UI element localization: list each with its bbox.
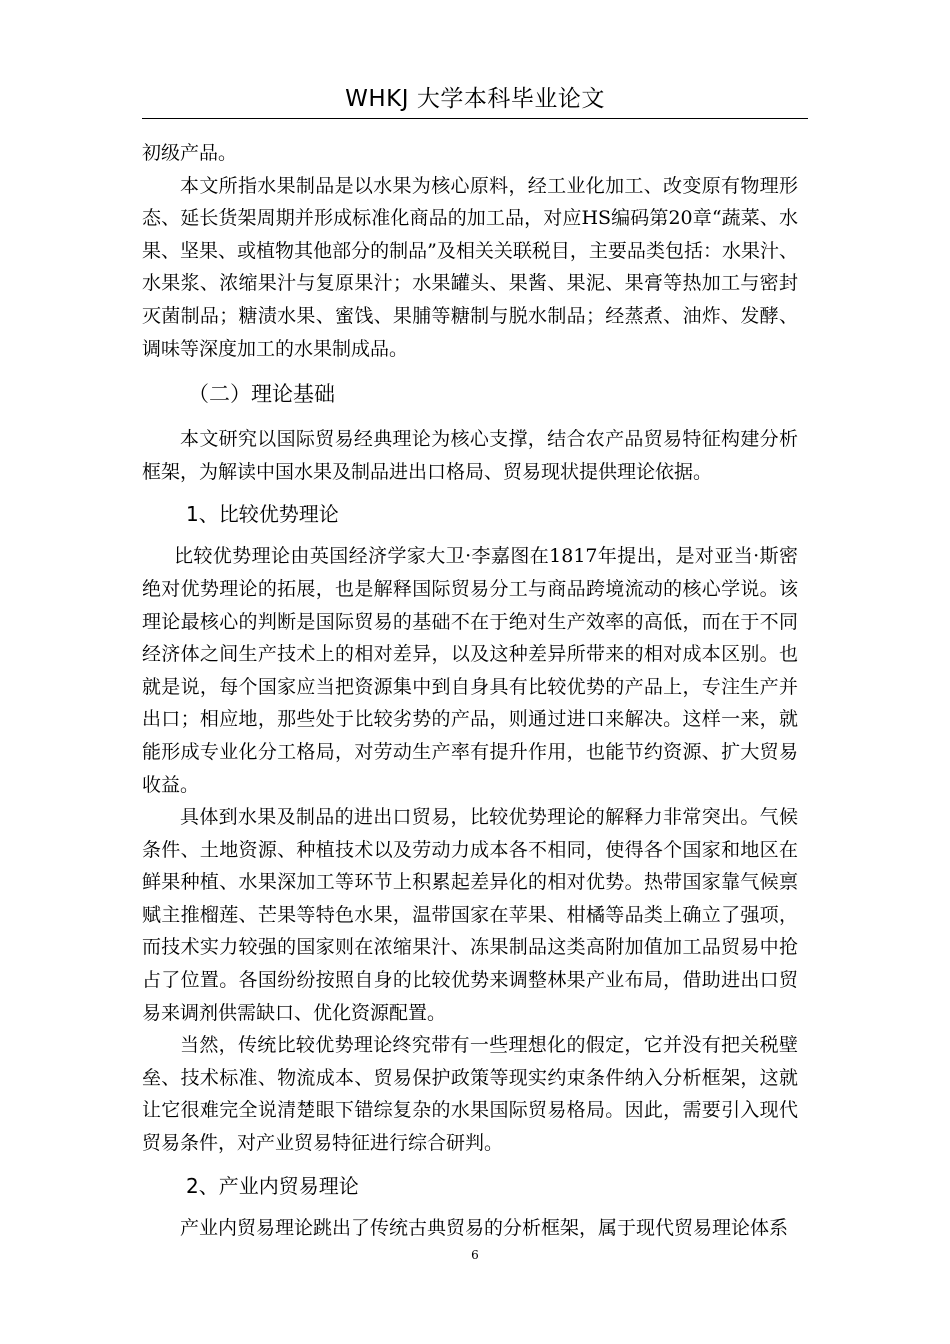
header-rule — [142, 118, 808, 119]
paragraph-comparative-advantage: 比较优势理论由英国经济学家大卫·李嘉图在1817年提出，是对亚当·斯密绝对优势理论的拓展，也是解释国际贸易分工与商品跨境流动的核心学说。该理论最核心的判断是国际贸易的基础不在于绝对生产效率的高低，而在于不同经济体之间生产技术上的相对差异，以及这种差异所带来的相对成本区别。也就是说，每个国家应当把资源集中到自身具有比较优势的产品上，专注生产并出口；相应地，那些处于比较劣势的产品，则通过进口来解决。这样一来，就能形成专业化分工格局，对劳动生产率有提升作用，也能节约资源、扩大贸易收益。 — [142, 545, 798, 796]
section-heading-theory: （二）理论基础 — [188, 382, 335, 407]
paragraph-theory-intro: 本文研究以国际贸易经典理论为核心支撑，结合农产品贸易特征构建分析框架，为解读中国水果及制品进出口格局、贸易现状提供理论依据。 — [142, 428, 798, 483]
paragraph-continuation: 初级产品。 — [142, 142, 238, 164]
subheading-comparative-advantage: 1、比较优势理论 — [186, 502, 339, 527]
page-number: 6 — [471, 1248, 479, 1262]
running-header: WHKJ 大学本科毕业论文 — [345, 86, 605, 112]
paragraph-intra-industry: 产业内贸易理论跳出了传统古典贸易的分析框架，属于现代贸易理论体系 — [180, 1216, 789, 1239]
paragraph-fruit-application: 具体到水果及制品的进出口贸易，比较优势理论的解释力非常突出。气候条件、土地资源、种植技术以及劳动力成本各不相同，使得各个国家和地区在鲜果种植、水果深加工等环节上积累起差异化的相对优势。热带国家靠气候禀赋主推榴莲、芒果等特色水果，温带国家在苹果、柑橘等品类上确立了强项，而技术实力较强的国家则在浓缩果汁、冻果制品这类高附加值加工品贸易中抢占了位置。各国纷纷按照自身的比较优势来调整林果产业布局，借助进出口贸易来调剂供需缺口、优化资源配置。 — [142, 806, 798, 1024]
paragraph-definition: 本文所指水果制品是以水果为核心原料，经工业化加工、改变原有物理形态、延长货架周期并形成标准化商品的加工品，对应HS编码第20章“蔬菜、水果、坚果、或植物其他部分的制品”及相关关联税目，主要品类包括：水果汁、水果浆、浓缩果汁与复原果汁；水果罐头、果酱、果泥、果膏等热加工与密封灭菌制品；糖渍水果、蜜饯、果脯等糖制与脱水制品；经蒸煮、油炸、发酵、调味等深度加工的水果制成品。 — [142, 174, 798, 360]
body-content — [142, 137, 798, 1244]
paragraph-limitations: 当然，传统比较优势理论终究带有一些理想化的假定，它并没有把关税壁垒、技术标准、物流成本、贸易保护政策等现实约束条件纳入分析框架，这就让它很难完全说清楚眼下错综复杂的水果国际贸易格局。因此，需要引入现代贸易条件，对产业贸易特征进行综合研判。 — [142, 1034, 798, 1155]
subheading-intra-industry-trade: 2、产业内贸易理论 — [186, 1173, 359, 1198]
